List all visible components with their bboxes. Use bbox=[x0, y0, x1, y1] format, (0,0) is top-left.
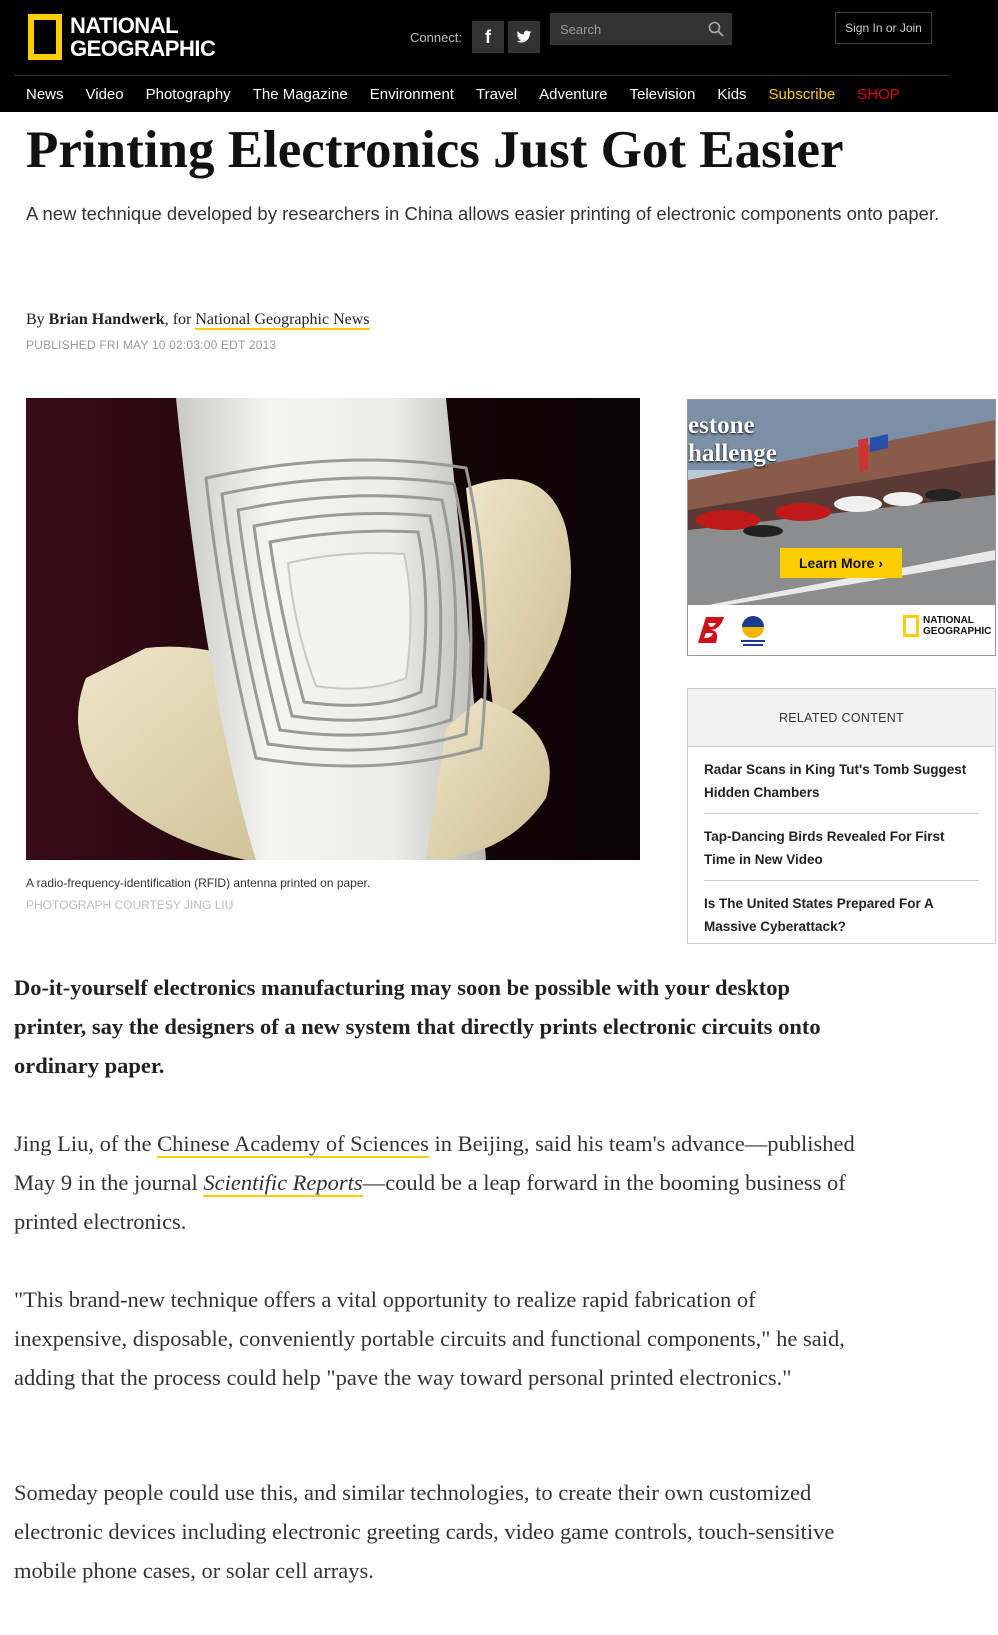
search-box bbox=[550, 13, 732, 45]
related-item[interactable]: Tap-Dancing Birds Revealed For First Time in New Video bbox=[704, 814, 979, 881]
connect-label: Connect: bbox=[410, 29, 463, 45]
solar-challenge-logo-icon bbox=[736, 613, 770, 647]
sign-in-button[interactable]: Sign In or Join bbox=[835, 12, 932, 44]
source-link[interactable]: National Geographic News bbox=[195, 311, 370, 328]
related-item[interactable]: Is The United States Prepared For A Massive Cyberattack? bbox=[704, 896, 934, 934]
ad-learn-more-button[interactable]: Learn More › bbox=[780, 548, 902, 578]
bridgestone-logo-icon bbox=[698, 617, 726, 643]
nav-divider bbox=[14, 75, 949, 76]
ad-ng-frame-icon bbox=[903, 615, 919, 637]
nav-item-video[interactable]: Video bbox=[85, 86, 124, 103]
related-item[interactable]: Radar Scans in King Tut's Tomb Suggest Hidden Chambers bbox=[704, 747, 979, 814]
nav-item-subscribe[interactable]: Subscribe bbox=[768, 86, 836, 103]
ad-headline-line1: estone bbox=[688, 412, 755, 439]
ng-logo[interactable] bbox=[28, 14, 215, 60]
article-dek: A new technique developed by researchers in China allows easier printing of electronic components onto paper. bbox=[26, 203, 940, 224]
rfid-antenna-photo bbox=[26, 398, 640, 860]
facebook-icon[interactable]: f bbox=[472, 21, 504, 53]
image-caption: A radio-frequency-identification (RFID) antenna printed on paper. bbox=[26, 876, 371, 890]
nav-item-kids[interactable]: Kids bbox=[717, 86, 747, 103]
published-date: PUBLISHED FRI MAY 10 02:03:00 EDT 2013 bbox=[26, 338, 277, 352]
nav-item-travel[interactable]: Travel bbox=[475, 86, 518, 103]
logo-line1: NATIONAL bbox=[70, 13, 179, 38]
article-lead: Do-it-yourself electronics manufacturing may soon be possible with your desktop printer, say the designers of a new system that directly prints electronic circuits onto ordinary paper. bbox=[14, 975, 821, 1078]
search-icon[interactable] bbox=[708, 21, 724, 37]
article-paragraph: Someday people could use this, and similar technologies, to create their own customized electronic devices including electronic greeting cards, video game controls, touch-sensitive mobile phone cases, or solar cell arrays. bbox=[14, 1480, 835, 1583]
ad-ng-logo: NATIONAL GEOGRAPHIC bbox=[903, 615, 991, 637]
author-link[interactable]: Brian Handwerk bbox=[48, 311, 165, 328]
ng-logo-frame-icon bbox=[28, 14, 62, 60]
nav-item-adventure[interactable]: Adventure bbox=[539, 86, 608, 103]
image-credit: PHOTOGRAPH COURTESY JING LIU bbox=[26, 898, 234, 912]
ad-headline-line2: hallenge bbox=[688, 440, 777, 467]
main-nav bbox=[26, 86, 922, 103]
related-content-panel bbox=[687, 688, 996, 944]
site-header bbox=[0, 0, 998, 112]
nav-item-photography[interactable]: Photography bbox=[145, 86, 231, 103]
cas-link[interactable]: Chinese Academy of Sciences bbox=[157, 1131, 429, 1156]
scientific-reports-link[interactable]: Scientific Reports bbox=[203, 1170, 363, 1195]
article-paragraph: Jing Liu, of the Chinese Academy of Sciences in Beijing, said his team's advance—published May 9 in the journal Scientific Reports—could be a leap forward in the booming business of printed electronics. bbox=[14, 1131, 855, 1234]
connect-group bbox=[410, 21, 540, 53]
twitter-icon[interactable] bbox=[508, 21, 540, 53]
hero-image bbox=[26, 398, 640, 860]
advertisement[interactable] bbox=[687, 399, 996, 656]
nav-item-environment[interactable]: Environment bbox=[369, 86, 454, 103]
nav-item-shop[interactable]: SHOP bbox=[857, 86, 900, 103]
nav-item-television[interactable]: Television bbox=[629, 86, 696, 103]
nav-item-news[interactable]: News bbox=[26, 86, 64, 103]
byline: By Brian Handwerk, for National Geographic News bbox=[26, 311, 370, 328]
search-input[interactable] bbox=[550, 22, 700, 37]
logo-line2: GEOGRAPHIC bbox=[70, 36, 216, 61]
related-content-heading: RELATED CONTENT bbox=[688, 689, 995, 747]
article-title: Printing Electronics Just Got Easier bbox=[26, 121, 844, 179]
nav-item-the-magazine[interactable]: The Magazine bbox=[252, 86, 348, 103]
article-paragraph: "This brand-new technique offers a vital opportunity to realize rapid fabrication of inexpensive, disposable, conveniently portable circuits and functional components," he said, adding that the process could help "pave the way toward personal printed electronics." bbox=[14, 1287, 845, 1390]
